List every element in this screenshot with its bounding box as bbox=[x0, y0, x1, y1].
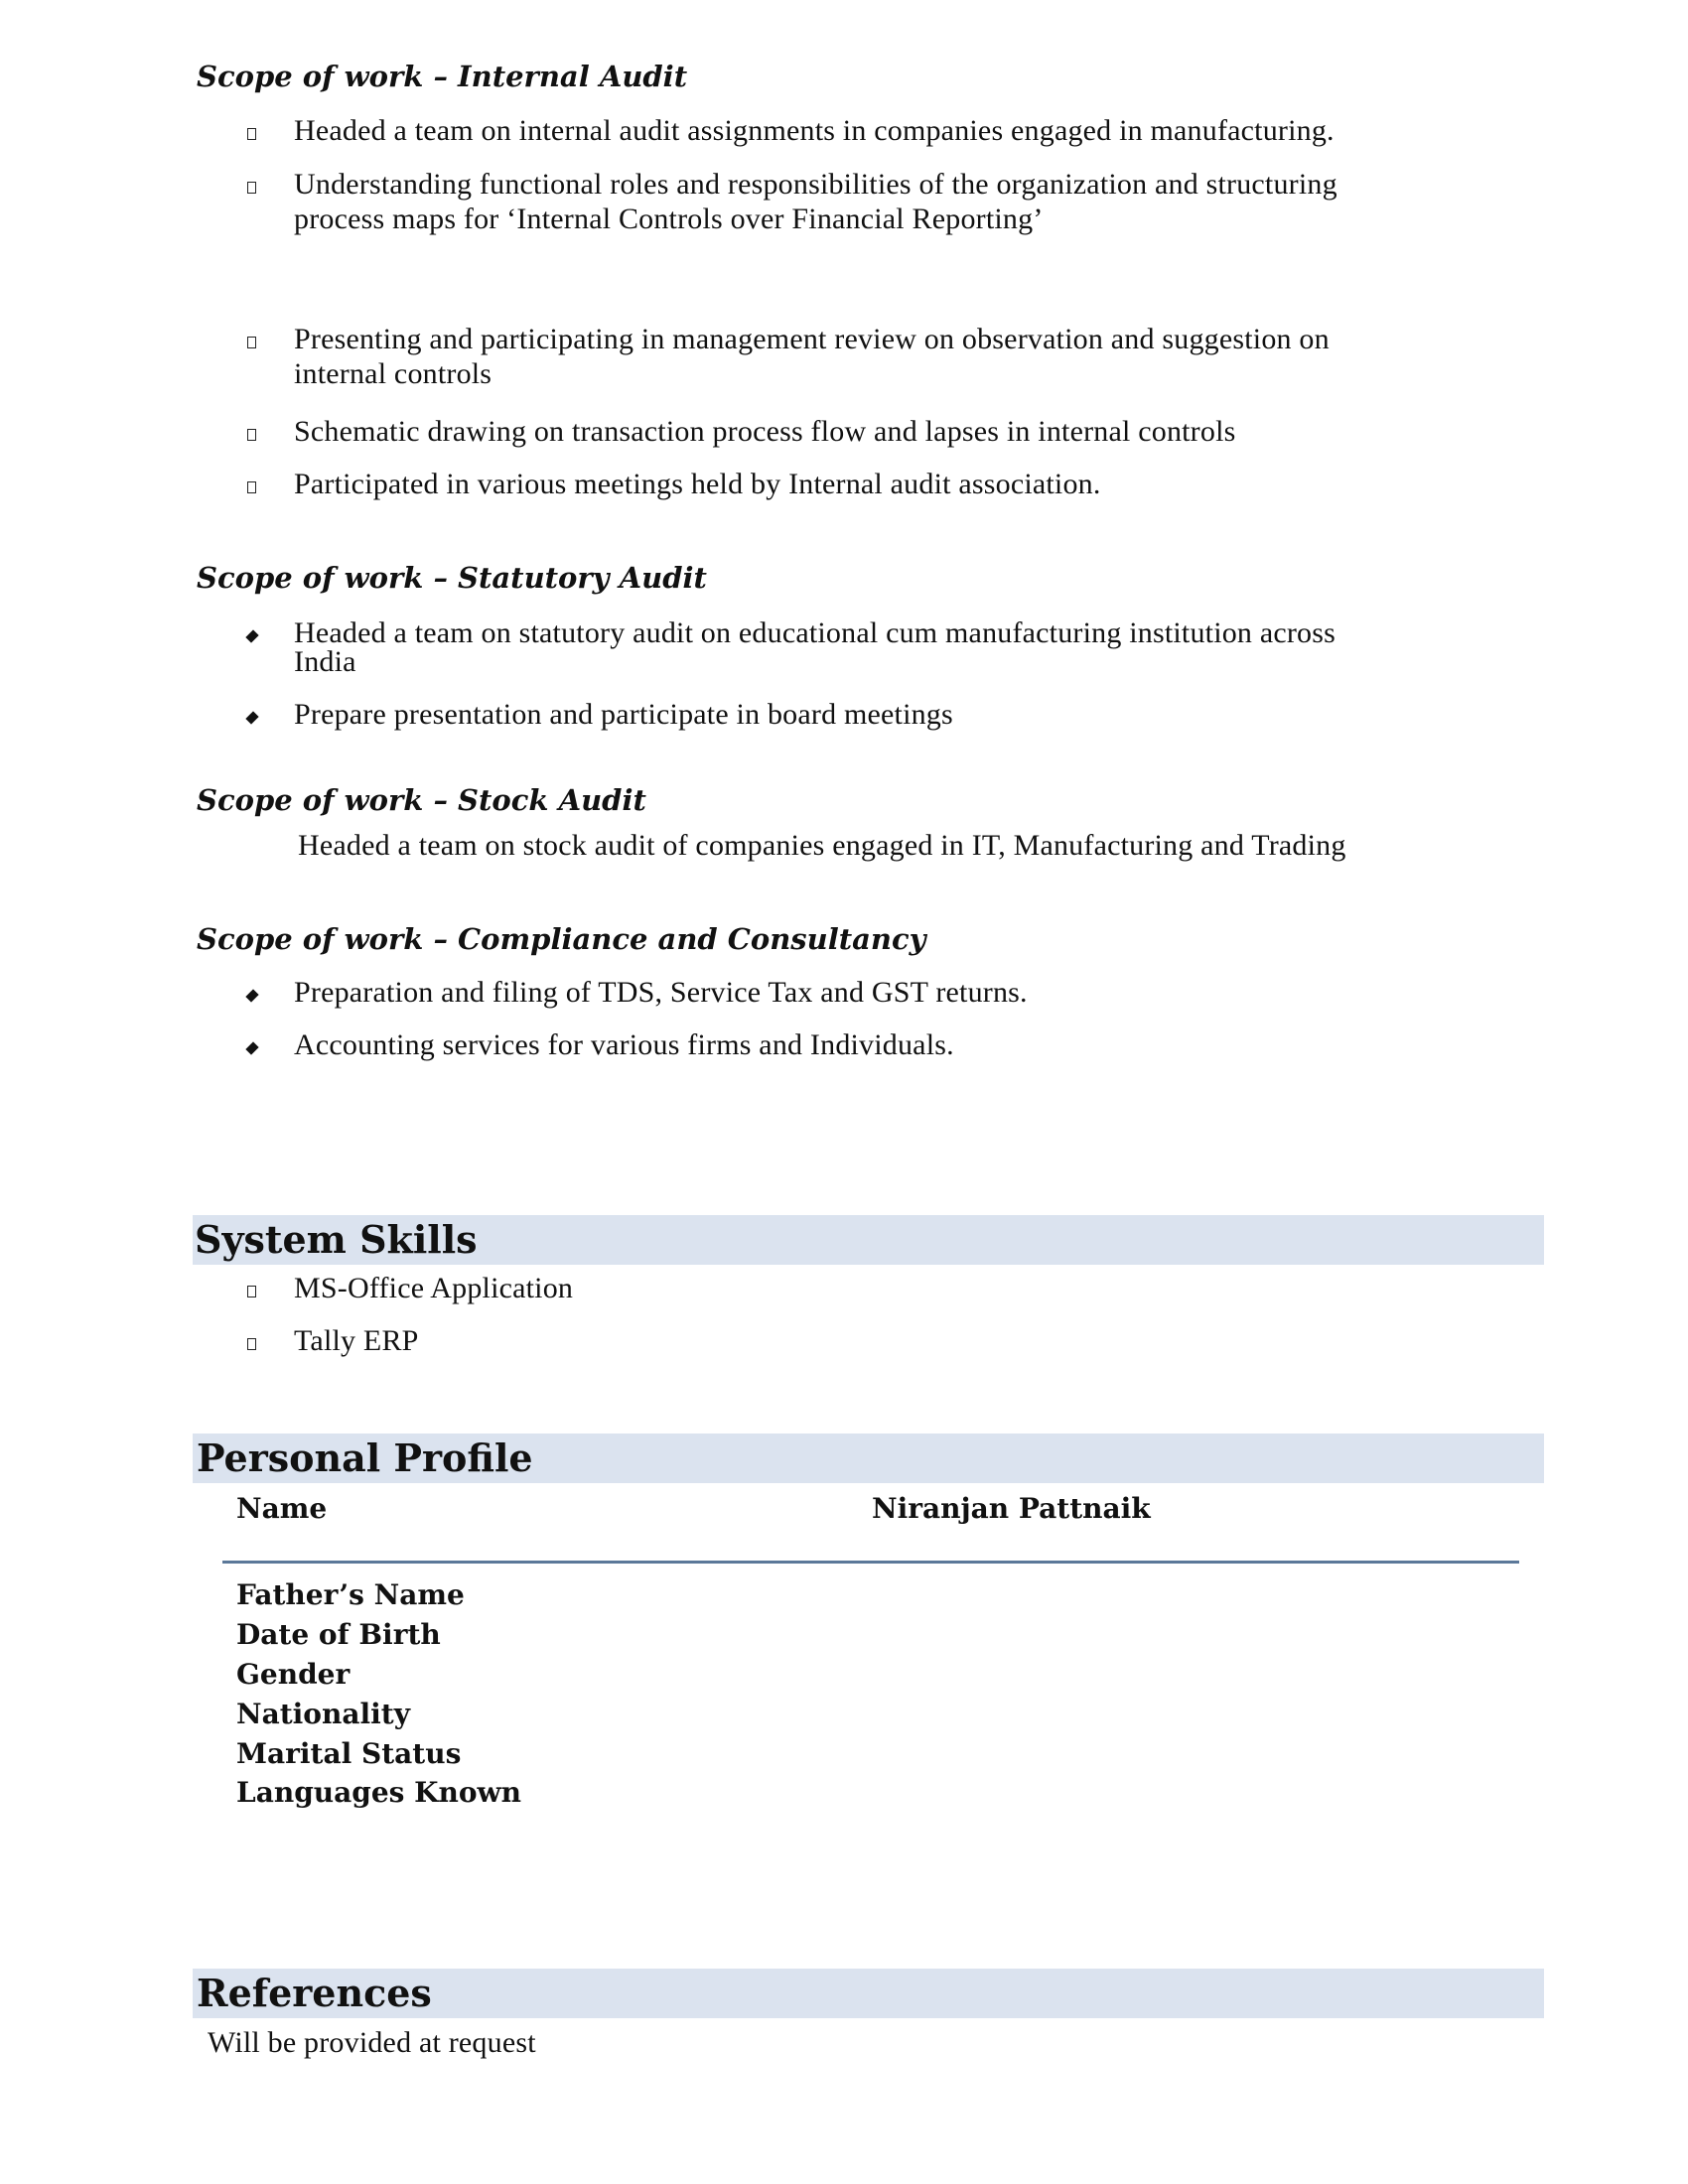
list-item-continuation: process maps for ‘Internal Controls over Financial Reporting’ bbox=[294, 203, 1044, 235]
profile-label-languages-known: Languages Known bbox=[236, 1776, 521, 1809]
square-bullet-icon bbox=[247, 1286, 256, 1297]
profile-label-fathers-name: Father’s Name bbox=[236, 1578, 465, 1611]
heading-internal-audit: Scope of work – Internal Audit bbox=[197, 60, 688, 93]
profile-label-gender: Gender bbox=[236, 1658, 351, 1691]
list-item-continuation: internal controls bbox=[294, 357, 492, 390]
list-item-continuation: India bbox=[294, 645, 356, 678]
section-title-system-skills: System Skills bbox=[195, 1217, 478, 1262]
profile-divider bbox=[222, 1561, 1519, 1564]
list-item: Schematic drawing on transaction process flow and lapses in internal controls bbox=[294, 415, 1236, 448]
list-item: Understanding functional roles and responsibilities of the organization and structuring bbox=[294, 168, 1337, 201]
list-item: Headed a team on internal audit assignments in companies engaged in manufacturing. bbox=[294, 114, 1335, 147]
square-bullet-icon bbox=[247, 429, 256, 441]
section-title-personal-profile: Personal Profile bbox=[197, 1435, 533, 1480]
heading-statutory-audit: Scope of work – Statutory Audit bbox=[197, 561, 707, 595]
heading-stock-audit: Scope of work – Stock Audit bbox=[197, 783, 646, 817]
skill-item: Tally ERP bbox=[294, 1324, 419, 1357]
references-text: Will be provided at request bbox=[208, 2026, 536, 2059]
profile-label-nationality: Nationality bbox=[236, 1698, 410, 1730]
diamond-bullet-icon bbox=[245, 711, 258, 724]
heading-compliance: Scope of work – Compliance and Consultancy bbox=[197, 922, 926, 956]
square-bullet-icon bbox=[247, 182, 256, 194]
square-bullet-icon bbox=[247, 481, 256, 493]
profile-label-marital-status: Marital Status bbox=[236, 1737, 462, 1770]
square-bullet-icon bbox=[247, 128, 256, 140]
list-item: Prepare presentation and participate in board meetings bbox=[294, 698, 953, 731]
stock-audit-text: Headed a team on stock audit of companies engaged in IT, Manufacturing and Trading bbox=[298, 829, 1346, 862]
profile-label-date-of-birth: Date of Birth bbox=[236, 1618, 441, 1651]
square-bullet-icon bbox=[247, 337, 256, 348]
profile-value-name: Niranjan Pattnaik bbox=[872, 1492, 1151, 1525]
section-title-references: References bbox=[197, 1971, 432, 2015]
list-item: Presenting and participating in management review on observation and suggestion on bbox=[294, 323, 1330, 355]
diamond-bullet-icon bbox=[245, 989, 258, 1002]
list-item: Participated in various meetings held by Internal audit association. bbox=[294, 468, 1101, 500]
profile-label-name: Name bbox=[236, 1492, 328, 1525]
list-item: Accounting services for various firms and Individuals. bbox=[294, 1028, 954, 1061]
square-bullet-icon bbox=[247, 1338, 256, 1350]
skill-item: MS-Office Application bbox=[294, 1272, 574, 1304]
list-item: Preparation and filing of TDS, Service Tax and GST returns. bbox=[294, 976, 1028, 1009]
diamond-bullet-icon bbox=[245, 1041, 258, 1054]
list-item: Headed a team on statutory audit on educational cum manufacturing institution across bbox=[294, 616, 1336, 649]
diamond-bullet-icon bbox=[245, 629, 258, 642]
